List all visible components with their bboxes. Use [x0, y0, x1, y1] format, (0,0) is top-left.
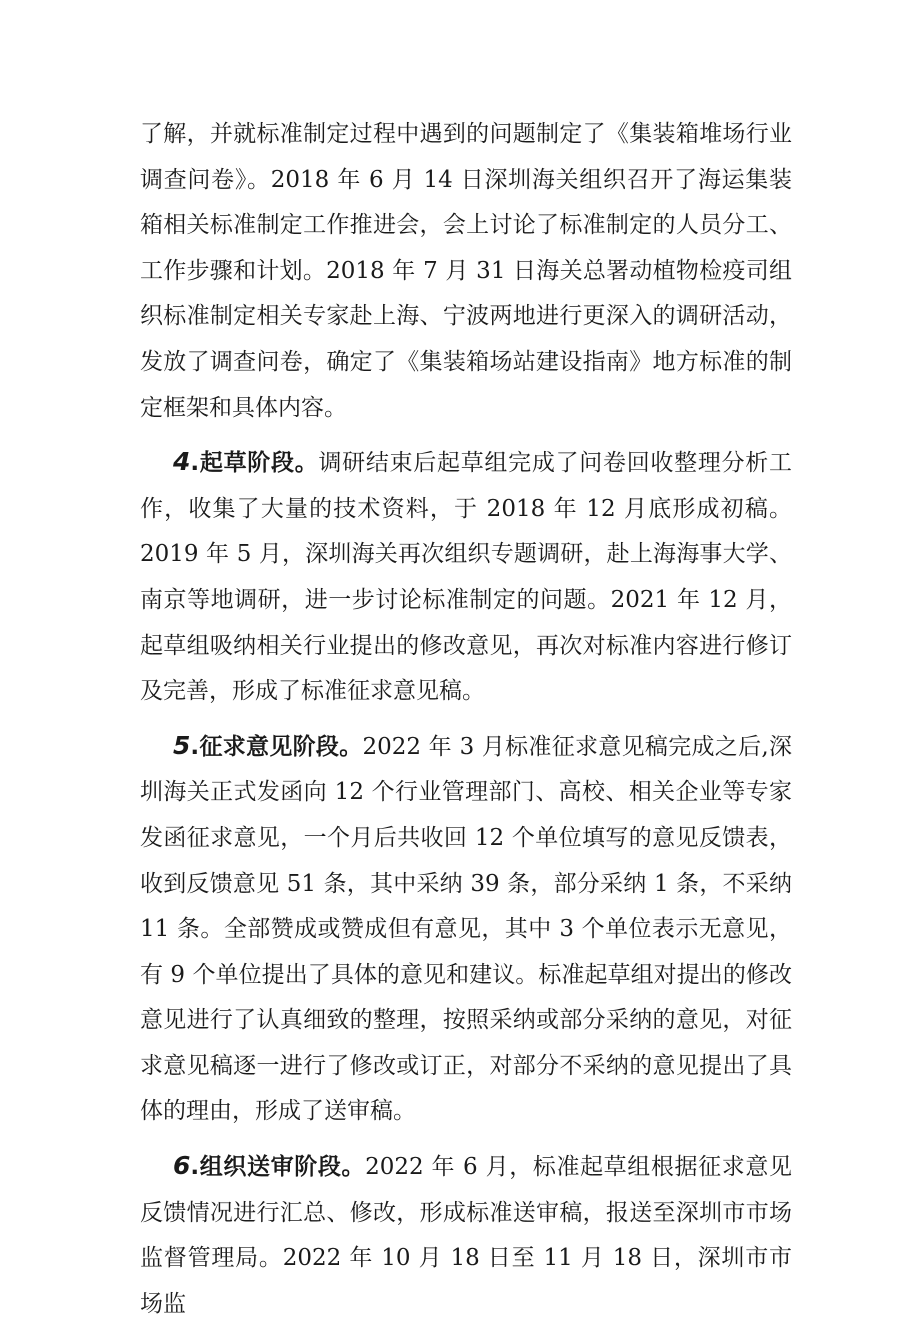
section-number: 6	[173, 1151, 191, 1181]
paragraph-text: 2022 年 6 月，标准起草组根据征求意见反馈情况进行汇总、修改，形成标准送审稿，报送至深圳市市场监督管理局。2022 年 10 月 18 日至 11 月 18 日，深圳市市场监	[140, 1154, 792, 1317]
paragraph-research-continued	[140, 112, 792, 431]
document-body	[140, 112, 792, 1327]
paragraph-text: 了解，并就标准制定过程中遇到的问题制定了《集装箱堆场行业调查问卷》。2018 年 6 月 14 日深圳海关组织召开了海运集装箱相关标准制定工作推进会，会上讨论了标准制定的人员分工、工作步骤和计划。2018 年 7 月 31 日海关总署动植物检疫司组织标准制定相关专家赴上海、宁波两地进行更深入的调研活动，发放了调查问卷，确定了《集装箱场站建设指南》地方标准的制定框架和具体内容。	[140, 121, 792, 421]
section-heading: .征求意见阶段。	[190, 733, 363, 760]
paragraph-text: 调研结束后起草组完成了问卷回收整理分析工作，收集了大量的技术资料，于 2018 年 12 月底形成初稿。2019 年 5 月，深圳海关再次组织专题调研，赴上海海事大学、南京等地调研，进一步讨论标准制定的问题。2021 年 12 月，起草组吸纳相关行业提出的修改意见，再次对标准内容进行修订及完善，形成了标准征求意见稿。	[140, 450, 792, 705]
paragraph-text: 2022 年 3 月标准征求意见稿完成之后,深圳海关正式发函向 12 个行业管理部门、高校、相关企业等专家发函征求意见，一个月后共收回 12 个单位填写的意见反馈表，收到反馈意见 51 条，其中采纳 39 条，部分采纳 1 条，不采纳 11 条。全部赞成或赞成但有意见，其中 3 个单位表示无意见，有 9 个单位提出了具体的意见和建议。标准起草组对提出的修改意见进行了认真细致的整理，按照采纳或部分采纳的意见，对征求意见稿逐一进行了修改或订正，对部分不采纳的意见提出了具体的理由，形成了送审稿。	[140, 733, 792, 1125]
paragraph-consultation-stage	[140, 723, 792, 1135]
section-number: 4	[173, 447, 191, 477]
paragraph-drafting-stage	[140, 439, 792, 715]
section-number: 5	[173, 730, 191, 760]
paragraph-review-stage	[140, 1143, 792, 1327]
section-heading: .起草阶段。	[190, 450, 319, 477]
section-heading: .组织送审阶段。	[190, 1154, 366, 1181]
